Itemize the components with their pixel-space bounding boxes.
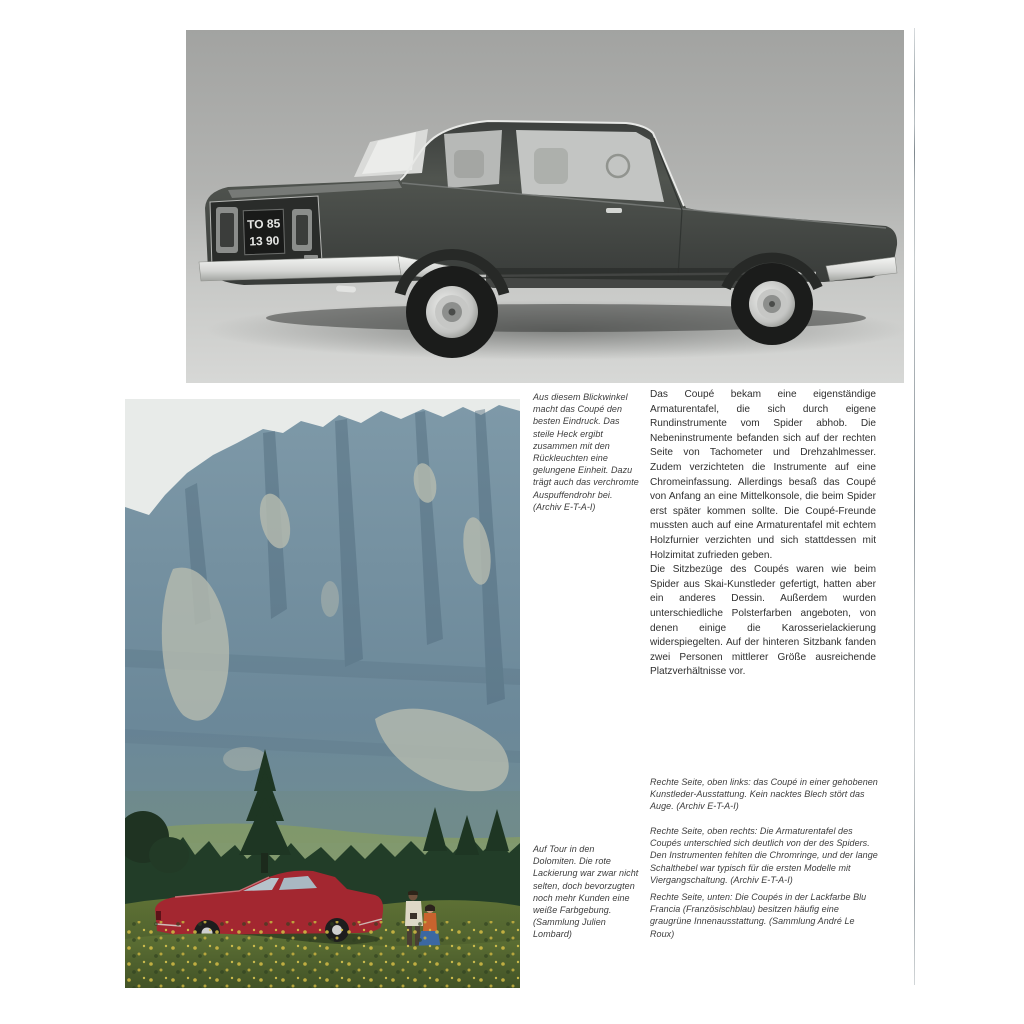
body-paragraph-1: Das Coupé bekam eine eigenständige Armaturentafel, die sich durch eigene Rundinstrumente vom Spider abhob. Die Nebeninstrumente befanden sich auf der rechten Seite von Tachometer und Drehzahlmesser. Zudem verzichteten die Instrumente auf eine Chromeinfassung. Allerdings besaß das Coupé von Anfang an eine Mittelkonsole, die beim Spider erst später kommen sollte. Die Coupé-Freunde mussten auch auf eine Armaturentafel mit echtem Holzfurnier verzichten und sich stattdessen mit Holzimitat zufrieden geben. [650, 389, 876, 561]
body-paragraph-2: Die Sitzbezüge des Coupés waren wie beim Spider aus Skai-Kunstleder gefertigt, hatten aber ein anderes Dessin. Außerdem wurden unterschiedliche Polsterfarben angeboten, von denen einige die Karosserielackierung widerspiegelten. Auf der hinteren Sitzbank fanden zwei Personen mittlerer Größe ausreichende Platzverhältnisse vor. [650, 564, 876, 678]
bw-studio-photo [186, 30, 904, 383]
caption-dolomites-photo: Auf Tour in den Dolomiten. Die rote Lackierung war zwar nicht selten, doch bevorzugten noch mehr Kunden eine weiße Farbgebung. (Sammlung Julien Lombard) [533, 844, 639, 940]
caption-facing-bottom: Rechte Seite, unten: Die Coupés in der Lackfarbe Blu Francia (Französischblau) besitzen häufig eine graugrüne Innenausstattung. (Sammlung André Le Roux) [650, 892, 867, 939]
plate-line1: TO 85 [246, 216, 281, 232]
dolomites-illustration [125, 399, 520, 988]
plate-line2: 13 90 [249, 233, 280, 249]
bw-car-illustration [186, 30, 904, 383]
license-plate [243, 209, 285, 254]
dolomites-photo [125, 399, 520, 988]
caption-facing-top-left: Rechte Seite, oben links: das Coupé in einer gehobenen Kunstleder-Ausstattung. Kein nacktes Blech stört das Auge. (Archiv E-T-A-I) [650, 777, 878, 812]
rear-panel [210, 196, 322, 268]
flower-field [125, 921, 520, 988]
body-text-column [650, 388, 876, 680]
caption-top-photo: Aus diesem Blickwinkel macht das Coupé den besten Eindruck. Das steile Heck ergibt zusammen mit den Rückleuchten eine gelungene Einheit. Dazu trägt auch das verchromte Auspuffendrohr bei. (Archiv E-T-A-I) [533, 392, 639, 512]
page-fold-line [914, 28, 915, 985]
caption-facing-top-right: Rechte Seite, oben rechts: Die Armaturentafel des Coupés unterschied sich deutlich von der des Spiders. Den Instrumenten fehlten die Chromringe, und der lange Schalthebel war typisch für die ersten Modelle mit Viergangschaltung. (Archiv E-T-A-I) [650, 826, 878, 885]
